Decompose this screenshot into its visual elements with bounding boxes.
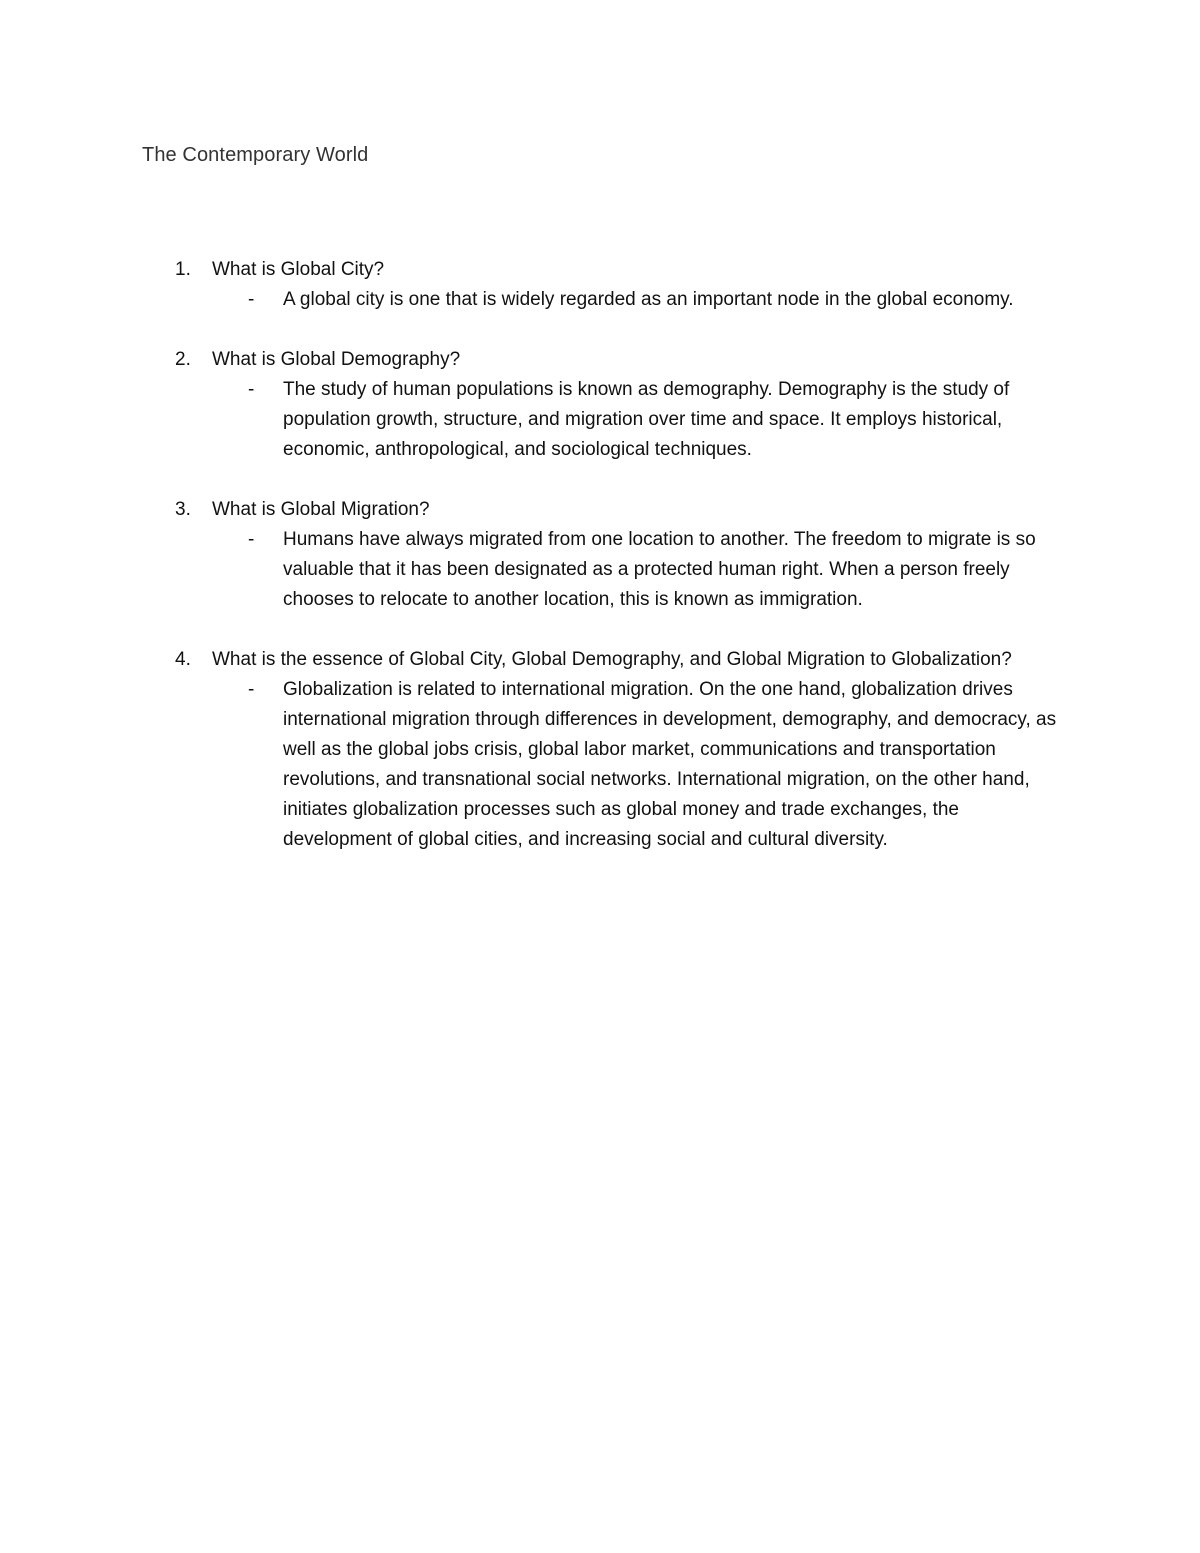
answer-block <box>0 375 1200 465</box>
answer-text: Globalization is related to international migration. On the one hand, globalization drives international migration through differences in development, demography, and democracy, as well as the global jobs crisis, global labor market, communications and transportation revolutions, and transnational social networks. International migration, on the other hand, initiates globalization processes such as global money and trade exchanges, the development of global cities, and increasing social and cultural diversity. <box>283 679 1057 850</box>
question-text: What is the essence of Global City, Global Demography, and Global Migration to Globalization? <box>212 649 1012 670</box>
question-text: What is Global City? <box>212 259 385 280</box>
answer-bullet: - <box>248 529 255 550</box>
question-line <box>0 345 1200 375</box>
question-line <box>0 645 1200 675</box>
question-number: 1. <box>175 259 191 280</box>
answer-text: Humans have always migrated from one location to another. The freedom to migrate is so valuable that it has been designated as a protected human right. When a person freely chooses to relocate to another location, this is known as immigration. <box>283 529 1036 610</box>
question-number: 2. <box>175 349 191 370</box>
answer-block <box>0 285 1200 315</box>
question-line <box>0 255 1200 285</box>
answer-bullet: - <box>248 679 255 700</box>
answer-text: The study of human populations is known as demography. Demography is the study of population growth, structure, and migration over time and space. It employs historical, economic, anthropological, and sociological techniques. <box>283 379 1010 460</box>
answer-bullet: - <box>248 289 255 310</box>
question-item-1 <box>0 255 1200 315</box>
answer-block <box>0 675 1200 855</box>
answer-block <box>0 525 1200 615</box>
question-number: 3. <box>175 499 191 520</box>
question-text: What is Global Migration? <box>212 499 430 520</box>
question-item-4 <box>0 645 1200 855</box>
question-item-3 <box>0 495 1200 615</box>
answer-bullet: - <box>248 379 255 400</box>
question-text: What is Global Demography? <box>212 349 461 370</box>
question-item-2 <box>0 345 1200 465</box>
answer-text: A global city is one that is widely regarded as an important node in the global economy. <box>283 289 1014 310</box>
question-list <box>0 255 1200 855</box>
document-title: The Contemporary World <box>142 144 369 166</box>
question-line <box>0 495 1200 525</box>
question-number: 4. <box>175 649 191 670</box>
